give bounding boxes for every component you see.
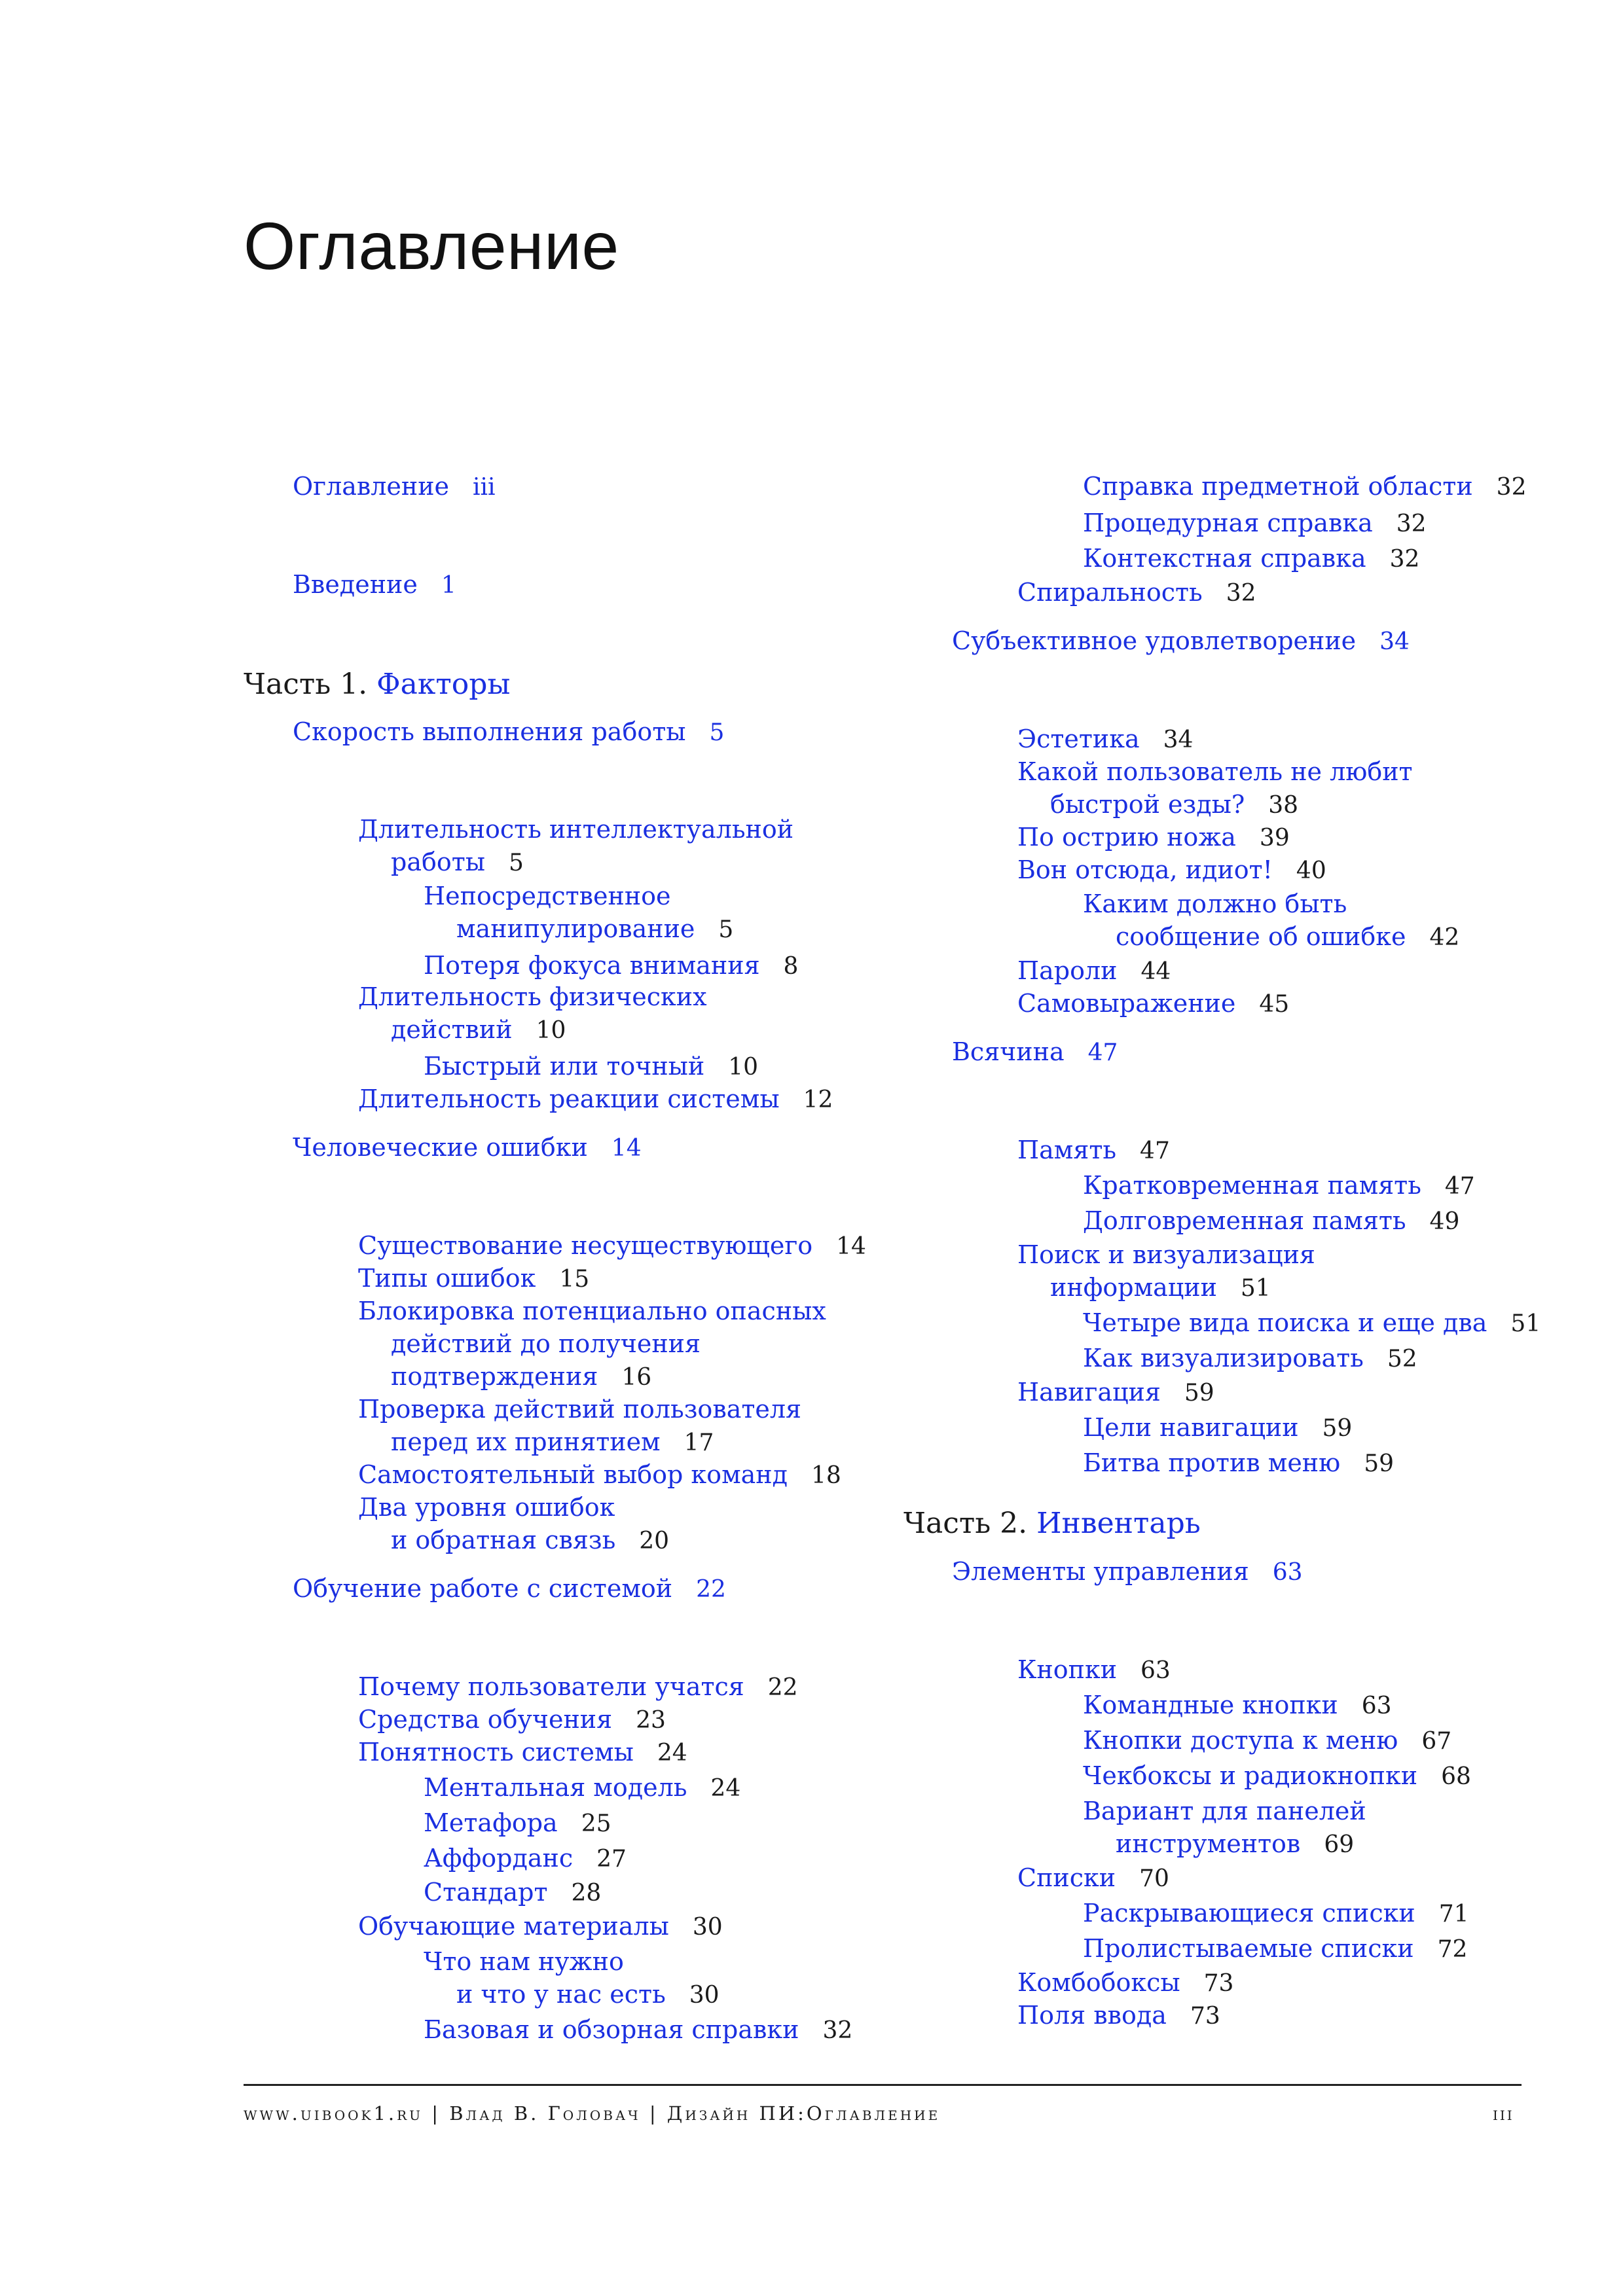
toc-entry-fast-or-accurate[interactable]: Быстрый или точный 10 bbox=[424, 1052, 759, 1081]
page-title: Оглавление bbox=[244, 209, 619, 283]
toc-entry-intro[interactable]: Введение 1 bbox=[293, 570, 456, 599]
toc-entry-spirality[interactable]: Спиральность 32 bbox=[1017, 578, 1256, 607]
toc-entry-learning-tools[interactable]: Средства обучения 23 bbox=[358, 1705, 666, 1734]
toc-entry-dropdown-lists[interactable]: Раскрывающиеся списки 71 bbox=[1083, 1899, 1469, 1928]
toc-entry-search-viz[interactable]: Поиск и визуализация информации 51 bbox=[1017, 1240, 1315, 1302]
toc-entry-context-help[interactable]: Контекстная справка 32 bbox=[1083, 544, 1420, 573]
toc-entry-blocking[interactable]: Блокировка потенциально опасных действий до получения подтверждения 16 bbox=[358, 1297, 826, 1391]
toc-section-controls[interactable]: Элементы управления 63 bbox=[952, 1557, 1303, 1586]
toc-entry-basic-help[interactable]: Базовая и обзорная справки 32 bbox=[424, 2015, 853, 2044]
toc-section-speed[interactable]: Скорость выполнения работы 5 bbox=[293, 717, 725, 746]
part-2-heading[interactable]: Часть 2. Инвентарь bbox=[903, 1507, 1201, 1540]
toc-entry-short-memory[interactable]: Кратковременная память 47 bbox=[1083, 1171, 1475, 1200]
toc-entry-affordance[interactable]: Аффорданс 27 bbox=[424, 1844, 627, 1873]
toc-entry-focus-loss[interactable]: Потеря фокуса внимания 8 bbox=[424, 951, 799, 980]
toc-entry-what-we-need[interactable]: Что нам нужно и что у нас есть 30 bbox=[424, 1947, 720, 2009]
toc-entry-materials[interactable]: Обучающие материалы 30 bbox=[358, 1912, 723, 1941]
toc-entry-comboboxes[interactable]: Комбобоксы 73 bbox=[1017, 1968, 1234, 1997]
footer-running-title: www.uibook1.ru | Влад В. Головач | Дизайн ПИ:Оглавление bbox=[244, 2102, 941, 2125]
toc-entry-scroll-lists[interactable]: Пролистываемые списки 72 bbox=[1083, 1934, 1468, 1963]
toc-section-satisfaction[interactable]: Субъективное удовлетворение 34 bbox=[952, 626, 1410, 655]
toc-entry-error-message[interactable]: Каким должно быть сообщение об ошибке 42 bbox=[1083, 889, 1460, 951]
toc-entry-menu-battle[interactable]: Битва против меню 59 bbox=[1083, 1448, 1395, 1477]
toc-entry-metaphor[interactable]: Метафора 25 bbox=[424, 1808, 611, 1837]
toc-entry-standard[interactable]: Стандарт 28 bbox=[424, 1878, 602, 1907]
toc-entry-why-learn[interactable]: Почему пользователи учатся 22 bbox=[358, 1672, 798, 1701]
toc-entry-input-fields[interactable]: Поля ввода 73 bbox=[1017, 2001, 1220, 2030]
toc-entry-checkboxes[interactable]: Чекбоксы и радиокнопки 68 bbox=[1083, 1761, 1471, 1790]
toc-entry-self-select[interactable]: Самостоятельный выбор команд 18 bbox=[358, 1460, 841, 1489]
toc-entry-mental-model[interactable]: Ментальная модель 24 bbox=[424, 1773, 741, 1802]
toc-entry-buttons[interactable]: Кнопки 63 bbox=[1017, 1655, 1171, 1684]
toc-entry-domain-help[interactable]: Справка предметной области 32 bbox=[1083, 472, 1527, 501]
toc-entry-aesthetics[interactable]: Эстетика 34 bbox=[1017, 725, 1194, 753]
toc-entry-navigation[interactable]: Навигация 59 bbox=[1017, 1378, 1214, 1407]
part-1-heading[interactable]: Часть 1. Факторы bbox=[244, 668, 511, 701]
toc-entry-fast-ride[interactable]: Какой пользователь не любит быстрой езды? 38 bbox=[1017, 757, 1413, 819]
toc-entry-self-expression[interactable]: Самовыражение 45 bbox=[1017, 989, 1290, 1018]
toc-section-learning[interactable]: Обучение работе с системой 22 bbox=[293, 1574, 726, 1603]
toc-section-errors[interactable]: Человеческие ошибки 14 bbox=[293, 1133, 642, 1162]
toc-entry-physical[interactable]: Длительность физических действий 10 bbox=[358, 982, 707, 1044]
toc-entry-procedural-help[interactable]: Процедурная справка 32 bbox=[1083, 509, 1427, 537]
toc-entry-toc[interactable]: Оглавление iii bbox=[293, 472, 496, 501]
toc-entry-intellectual[interactable]: Длительность интеллектуальной работы 5 bbox=[358, 815, 794, 876]
toc-entry-system-reaction[interactable]: Длительность реакции системы 12 bbox=[358, 1085, 833, 1113]
toc-entry-knife-edge[interactable]: По острию ножа 39 bbox=[1017, 823, 1290, 852]
toc-entry-four-search[interactable]: Четыре вида поиска и еще два 51 bbox=[1083, 1308, 1541, 1337]
toc-entry-long-memory[interactable]: Долговременная память 49 bbox=[1083, 1206, 1460, 1235]
footer-divider bbox=[244, 2084, 1522, 2086]
toc-entry-validation[interactable]: Проверка действий пользователя перед их принятием 17 bbox=[358, 1395, 801, 1456]
toc-entry-passwords[interactable]: Пароли 44 bbox=[1017, 956, 1171, 985]
toc-entry-error-types[interactable]: Типы ошибок 15 bbox=[358, 1264, 590, 1293]
toc-entry-get-out[interactable]: Вон отсюда, идиот! 40 bbox=[1017, 855, 1326, 884]
toc-entry-command-buttons[interactable]: Командные кнопки 63 bbox=[1083, 1691, 1392, 1719]
toc-entry-clarity[interactable]: Понятность системы 24 bbox=[358, 1738, 687, 1767]
toc-entry-nonexistent[interactable]: Существование несуществующего 14 bbox=[358, 1231, 866, 1260]
toc-entry-memory[interactable]: Память 47 bbox=[1017, 1136, 1170, 1164]
toc-entry-menu-buttons[interactable]: Кнопки доступа к меню 67 bbox=[1083, 1726, 1452, 1755]
toc-entry-nav-goals[interactable]: Цели навигации 59 bbox=[1083, 1413, 1353, 1442]
toc-section-misc[interactable]: Всячина 47 bbox=[952, 1037, 1118, 1066]
toc-entry-lists[interactable]: Списки 70 bbox=[1017, 1863, 1169, 1892]
toc-entry-direct-manipulation[interactable]: Непосредственное манипулирование 5 bbox=[424, 882, 734, 943]
toc-entry-how-visualize[interactable]: Как визуализировать 52 bbox=[1083, 1344, 1417, 1372]
toc-entry-toolbar-variant[interactable]: Вариант для панелей инструментов 69 bbox=[1083, 1797, 1366, 1858]
footer-page-number: iii bbox=[1493, 2102, 1514, 2125]
toc-entry-two-levels[interactable]: Два уровня ошибок и обратная связь 20 bbox=[358, 1493, 670, 1554]
